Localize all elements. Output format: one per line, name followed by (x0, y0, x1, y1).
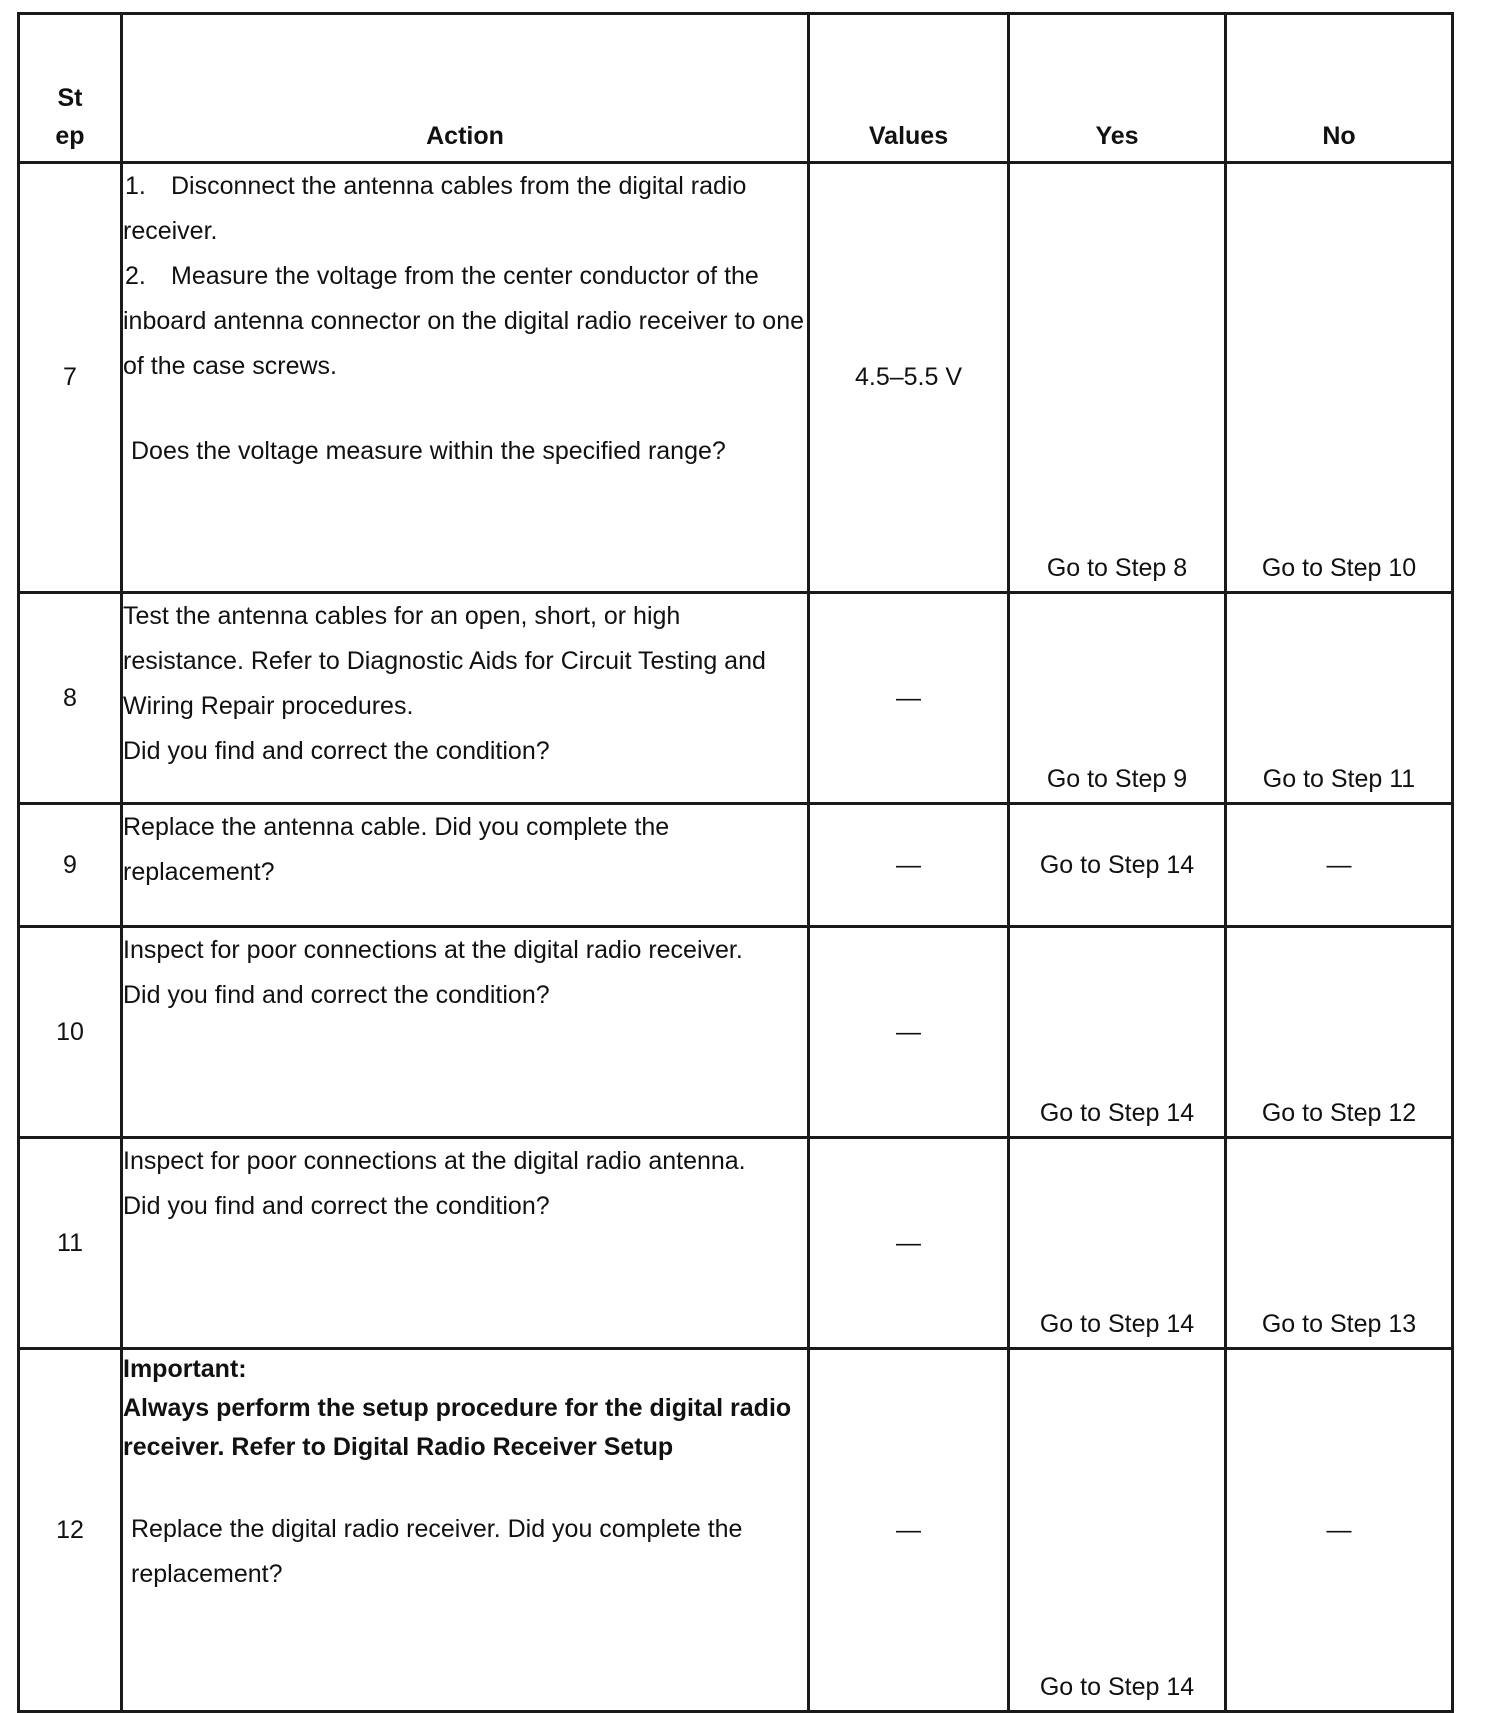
table-row (19, 593, 1453, 804)
table-row (19, 1349, 1453, 1712)
step-number: 10 (19, 927, 122, 1138)
list-number: 1. (125, 172, 146, 200)
list-number: 2. (125, 262, 146, 290)
action-cell (122, 163, 809, 593)
values-cell: 4.5–5.5 V (809, 163, 1009, 593)
yes-cell: Go to Step 14 (1009, 1349, 1226, 1712)
action-text: Inspect for poor connections at the digital radio receiver. (123, 936, 743, 964)
action-question: Did you find and correct the condition? (123, 737, 550, 765)
table-row (19, 163, 1453, 593)
step-header-line2: ep (55, 122, 85, 150)
action-text: Test the antenna cables for an open, short, or high resistance. Refer to Diagnostic Aids for Circuit Testing and Wiring Repair procedures. (123, 602, 766, 720)
values-column-header: Values (809, 14, 1009, 163)
yes-column-header: Yes (1009, 14, 1226, 163)
step-column-header (19, 14, 122, 163)
important-label: Important: (123, 1355, 247, 1383)
no-column-header: No (1226, 14, 1453, 163)
yes-cell: Go to Step 14 (1009, 1138, 1226, 1349)
no-cell: Go to Step 11 (1226, 593, 1453, 804)
values-cell: — (809, 1138, 1009, 1349)
step-number: 8 (19, 593, 122, 804)
action-list-item (123, 254, 807, 389)
step-number: 12 (19, 1349, 122, 1712)
action-text: Measure the voltage from the center conductor of the inboard antenna connector on the digital radio receiver to one of the case screws. (123, 262, 805, 380)
diagnostic-table (17, 12, 1454, 1713)
values-cell: — (809, 804, 1009, 927)
step-number: 11 (19, 1138, 122, 1349)
important-note: Always perform the setup procedure for the digital radio receiver. Refer to Digital Radio Receiver Setup (123, 1394, 792, 1461)
action-question: Does the voltage measure within the specified range? (131, 437, 726, 465)
action-list-item (123, 164, 807, 254)
action-cell (122, 1349, 809, 1712)
yes-cell: Go to Step 9 (1009, 593, 1226, 804)
action-text: Inspect for poor connections at the digital radio antenna. (123, 1147, 746, 1175)
action-text: Disconnect the antenna cables from the digital radio receiver. (123, 172, 747, 245)
no-cell: Go to Step 13 (1226, 1138, 1453, 1349)
table-row (19, 1138, 1453, 1349)
step-header-line1: St (57, 84, 83, 112)
action-text: Replace the antenna cable. Did you complete the replacement? (123, 813, 670, 886)
action-cell (122, 1138, 809, 1349)
no-cell: Go to Step 10 (1226, 163, 1453, 593)
action-column-header: Action (122, 14, 809, 163)
table-row (19, 804, 1453, 927)
yes-cell: Go to Step 8 (1009, 163, 1226, 593)
action-cell (122, 804, 809, 927)
action-question: Did you find and correct the condition? (123, 981, 550, 1009)
no-cell: — (1226, 1349, 1453, 1712)
values-cell: — (809, 593, 1009, 804)
step-number: 7 (19, 163, 122, 593)
values-cell: — (809, 927, 1009, 1138)
no-cell: — (1226, 804, 1453, 927)
step-number: 9 (19, 804, 122, 927)
table-row (19, 927, 1453, 1138)
action-cell (122, 927, 809, 1138)
header-row (19, 14, 1453, 163)
yes-cell: Go to Step 14 (1009, 927, 1226, 1138)
yes-cell: Go to Step 14 (1009, 804, 1226, 927)
no-cell: Go to Step 12 (1226, 927, 1453, 1138)
action-question: Did you find and correct the condition? (123, 1192, 550, 1220)
action-cell (122, 593, 809, 804)
values-cell: — (809, 1349, 1009, 1712)
action-text: Replace the digital radio receiver. Did you complete the replacement? (131, 1515, 743, 1588)
